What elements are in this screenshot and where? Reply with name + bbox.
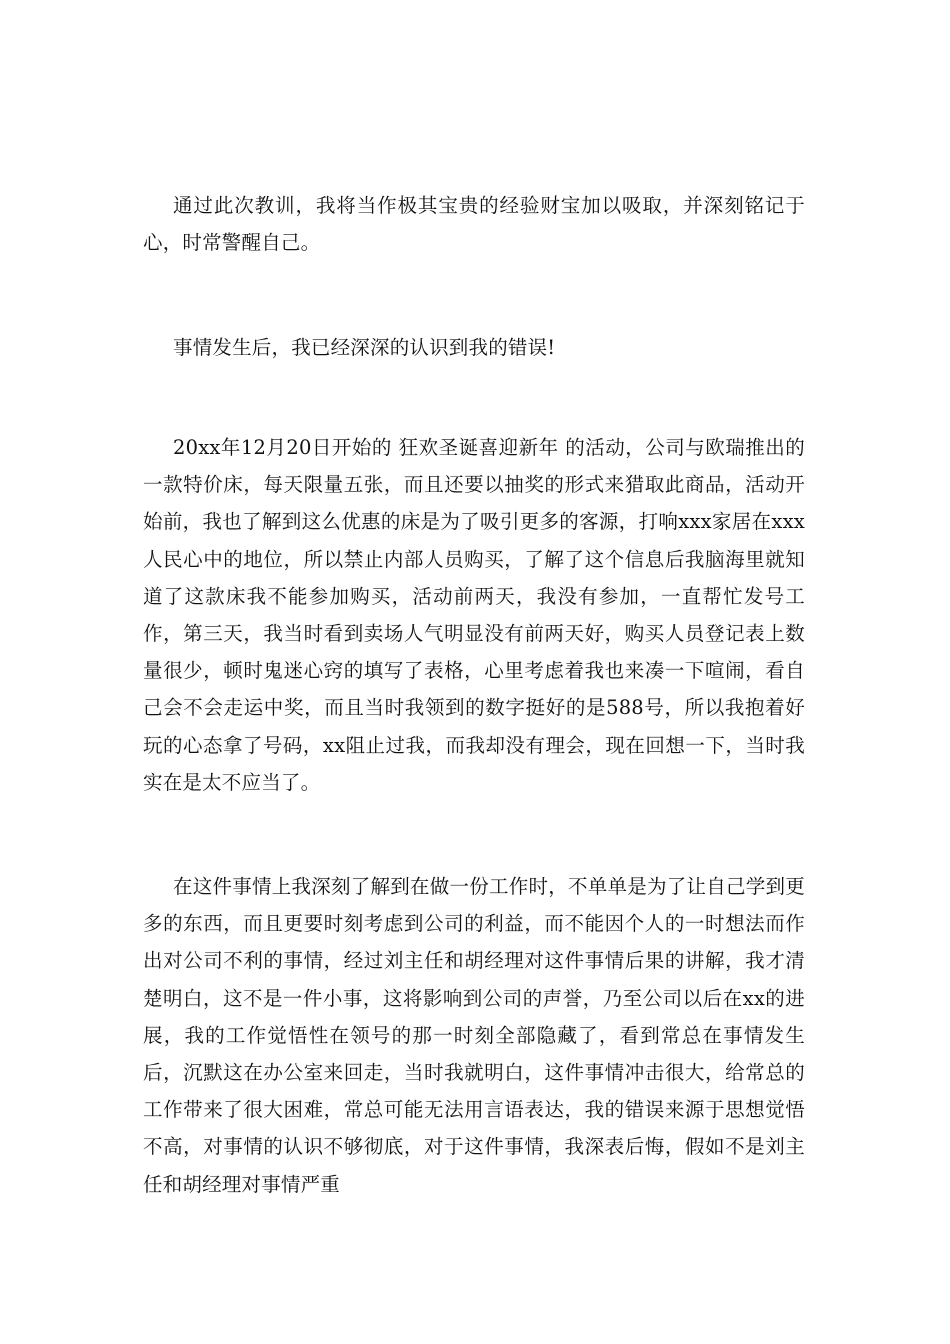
paragraph-reflection: 在这件事情上我深刻了解到在做一份工作时，不单单是为了让自己学到更多的东西，而且更要时刻考虑到公司的利益，而不能因个人的一时想法而作出对公司不利的事情，经过刘主任和胡经理对这件事情后果的讲解，我才清楚明白，这不是一件小事，这将影响到公司的声誉，乃至公司以后在xx的进展，我的工作觉悟性在领号的那一时刻全部隐藏了，看到常总在事情发生后，沉默这在办公室来回走，当时我就明白，这件事情冲击很大，给常总的工作带来了很大困难，常总可能无法用言语表达，我的错误来源于思想觉悟不高，对事情的认识不够彻底，对于这件事情，我深表后悔，假如不是刘主任和胡经理对事情严重 xyxy=(143,875,805,1196)
paragraph-incident: 20xx年12月20日开始的 狂欢圣诞喜迎新年 的活动，公司与欧瑞推出的一款特价床，每天限量五张，而且还要以抽奖的形式来猎取此商品，活动开始前，我也了解到这么优惠的床是为了吸引更多的客源，打响xxx家居在xxx人民心中的地位，所以禁止内部人员购买，了解了这个信息后我脑海里就知道了这款床我不能参加购买，活动前两天，我没有参加，一直帮忙发号工作，第三天，我当时看到卖场人气明显没有前两天好，购买人员登记表上数量很少，顿时鬼迷心窍的填写了表格，心里考虑着我也来凑一下喧闹，看自己会不会走运中奖，而且当时我领到的数字挺好的是588号，所以我抱着好玩的心态拿了号码，xx阻止过我，而我却没有理会，现在回想一下，当时我实在是太不应当了。 xyxy=(143,436,805,794)
paragraph-realization: 事情发生后，我已经深深的认识到我的错误! xyxy=(173,336,556,359)
paragraph-lesson: 通过此次教训，我将当作极其宝贵的经验财宝加以吸取，并深刻铭记于心，时常警醒自己。 xyxy=(143,194,805,255)
